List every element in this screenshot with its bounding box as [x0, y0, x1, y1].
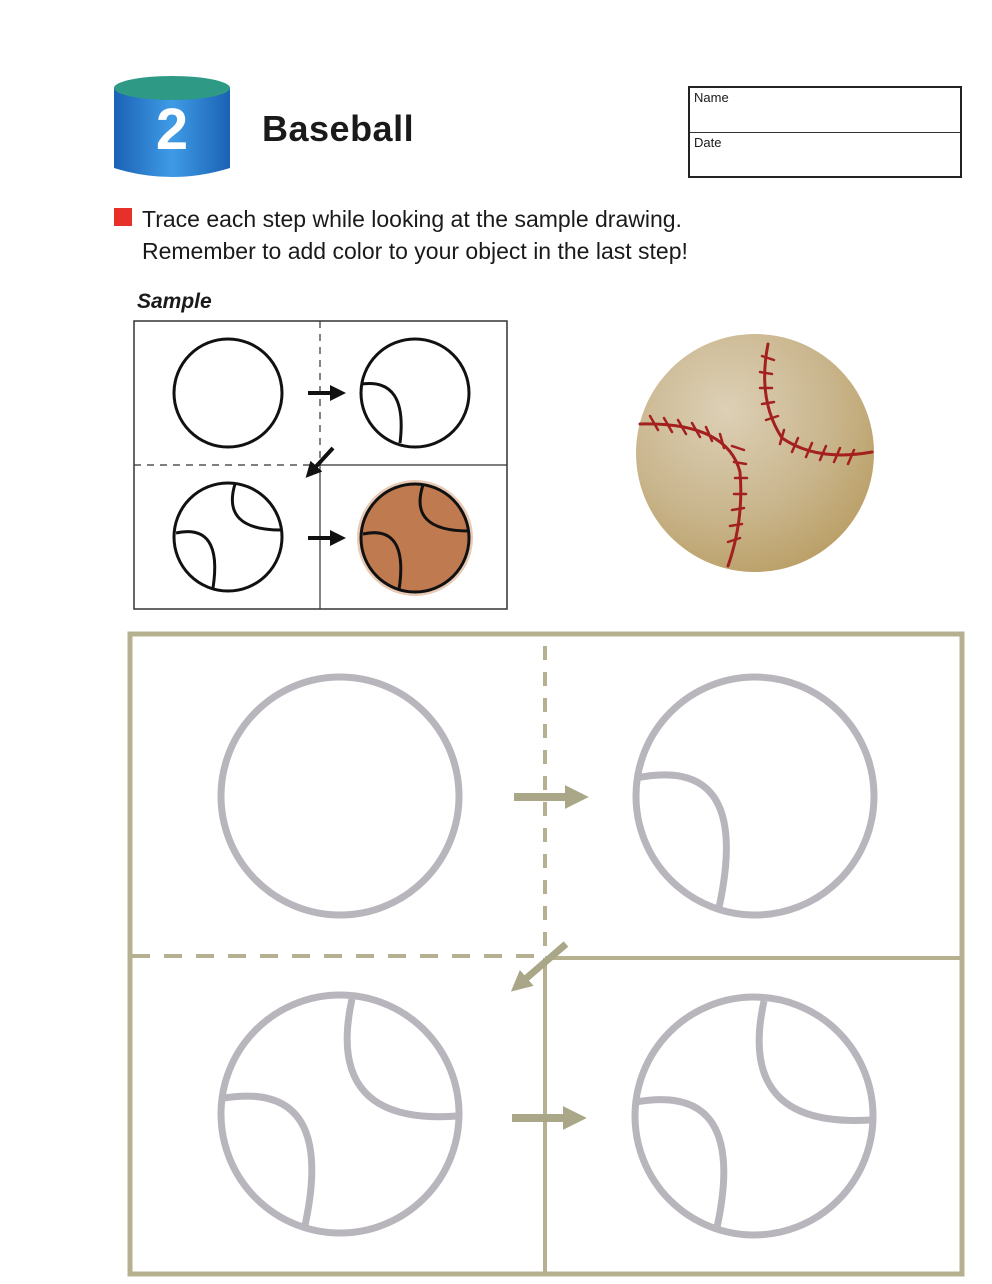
- practice-step-2-circle[interactable]: [636, 677, 874, 915]
- name-label: Name: [694, 90, 729, 105]
- practice-step-4-circle[interactable]: [635, 997, 873, 1235]
- lesson-number: 2: [155, 97, 189, 162]
- name-row[interactable]: [690, 88, 960, 133]
- sample-step-3-circle: [174, 483, 282, 591]
- baseball-illustration: [632, 330, 878, 576]
- date-row[interactable]: [690, 133, 960, 178]
- sample-step-2-circle: [361, 339, 469, 447]
- bullet-square-icon: [114, 208, 132, 226]
- date-label: Date: [694, 135, 722, 150]
- practice-panel: [124, 626, 968, 1280]
- practice-step-1-circle[interactable]: [221, 677, 459, 915]
- instruction-line-1: Trace each step while looking at the sample drawing.: [142, 206, 682, 232]
- instructions: [142, 203, 688, 267]
- name-date-box: [688, 86, 962, 178]
- page-title: Baseball: [262, 108, 415, 149]
- sample-step-1-circle: [174, 339, 282, 447]
- sample-step-4-colored-ball: [357, 480, 473, 596]
- practice-step-3-circle[interactable]: [221, 995, 459, 1233]
- instruction-line-2: Remember to add color to your object in the last step!: [142, 238, 688, 264]
- sample-label: Sample: [137, 290, 212, 313]
- sample-panel: [133, 320, 509, 612]
